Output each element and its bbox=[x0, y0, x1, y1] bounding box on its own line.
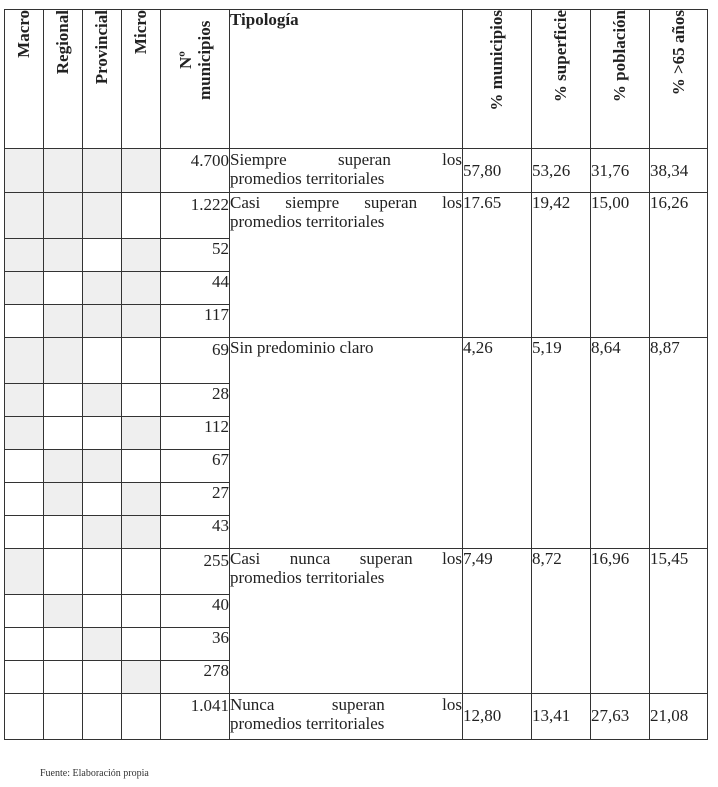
n-municipios-cell: 27 bbox=[161, 483, 230, 516]
flag-cell-regional bbox=[44, 628, 83, 661]
tipologia-line-1: Casi siempre superan los bbox=[230, 193, 462, 212]
header-pct-65: % >65 años bbox=[650, 10, 708, 149]
flag-cell-micro bbox=[122, 450, 161, 483]
flag-cell-macro bbox=[5, 628, 44, 661]
tipologia-line-1: Sin predominio claro bbox=[230, 338, 374, 357]
flag-cell-regional bbox=[44, 483, 83, 516]
flag-cell-macro bbox=[5, 272, 44, 305]
flag-cell-regional bbox=[44, 595, 83, 628]
flag-cell-micro bbox=[122, 516, 161, 549]
pct-superficie-cell: 13,41 bbox=[532, 694, 591, 740]
flag-cell-micro bbox=[122, 661, 161, 694]
header-pct-poblacion: % población bbox=[591, 10, 650, 149]
pct-poblacion-cell: 31,76 bbox=[591, 149, 650, 193]
flag-cell-regional bbox=[44, 549, 83, 595]
tipologia-cell bbox=[230, 193, 463, 338]
tipologia-line-2: promedios territoriales bbox=[230, 714, 385, 733]
tipologia-cell bbox=[230, 338, 463, 549]
header-pct-superficie: % superficie bbox=[532, 10, 591, 149]
n-municipios-cell: 28 bbox=[161, 384, 230, 417]
flag-cell-micro bbox=[122, 694, 161, 740]
table-body bbox=[5, 149, 708, 740]
flag-cell-micro bbox=[122, 595, 161, 628]
tipologia-cell bbox=[230, 694, 463, 740]
pct-poblacion-cell: 8,64 bbox=[591, 338, 650, 549]
n-municipios-cell: 278 bbox=[161, 661, 230, 694]
flag-cell-provincial bbox=[83, 338, 122, 384]
pct-65-cell: 8,87 bbox=[650, 338, 708, 549]
flag-cell-provincial bbox=[83, 417, 122, 450]
flag-cell-micro bbox=[122, 483, 161, 516]
flag-cell-provincial bbox=[83, 595, 122, 628]
flag-cell-macro bbox=[5, 384, 44, 417]
flag-cell-micro bbox=[122, 549, 161, 595]
pct-65-cell: 21,08 bbox=[650, 694, 708, 740]
flag-cell-provincial bbox=[83, 483, 122, 516]
flag-cell-micro bbox=[122, 272, 161, 305]
flag-cell-provincial bbox=[83, 193, 122, 239]
n-municipios-cell: 117 bbox=[161, 305, 230, 338]
flag-cell-provincial bbox=[83, 628, 122, 661]
tipologia-line-2: promedios territoriales bbox=[230, 169, 385, 188]
flag-cell-micro bbox=[122, 239, 161, 272]
flag-cell-regional bbox=[44, 661, 83, 694]
n-municipios-cell: 36 bbox=[161, 628, 230, 661]
flag-cell-regional bbox=[44, 338, 83, 384]
pct-65-cell: 16,26 bbox=[650, 193, 708, 338]
flag-cell-macro bbox=[5, 450, 44, 483]
tipologia-line-1: Casi nunca superan los bbox=[230, 549, 462, 568]
source-note: Fuente: Elaboración propia bbox=[40, 768, 149, 779]
header-macro: Macro bbox=[5, 10, 44, 149]
flag-cell-macro bbox=[5, 338, 44, 384]
pct-municipios-cell: 7,49 bbox=[463, 549, 532, 694]
pct-superficie-cell: 19,42 bbox=[532, 193, 591, 338]
tipologia-cell bbox=[230, 549, 463, 694]
flag-cell-macro bbox=[5, 595, 44, 628]
tipologia-line-1: Siempre superan los bbox=[230, 150, 462, 169]
n-municipios-cell: 255 bbox=[161, 549, 230, 595]
flag-cell-micro bbox=[122, 384, 161, 417]
flag-cell-regional bbox=[44, 193, 83, 239]
flag-cell-provincial bbox=[83, 516, 122, 549]
header-tipologia: Tipología bbox=[230, 10, 463, 149]
flag-cell-macro bbox=[5, 305, 44, 338]
n-municipios-cell: 44 bbox=[161, 272, 230, 305]
flag-cell-macro bbox=[5, 483, 44, 516]
flag-cell-micro bbox=[122, 417, 161, 450]
flag-cell-micro bbox=[122, 338, 161, 384]
n-municipios-cell: 40 bbox=[161, 595, 230, 628]
table-row bbox=[5, 338, 708, 384]
flag-cell-provincial bbox=[83, 149, 122, 193]
n-municipios-cell: 67 bbox=[161, 450, 230, 483]
header-row bbox=[5, 10, 708, 149]
pct-superficie-cell: 8,72 bbox=[532, 549, 591, 694]
pct-superficie-cell: 53,26 bbox=[532, 149, 591, 193]
typology-table bbox=[4, 9, 708, 740]
pct-poblacion-cell: 15,00 bbox=[591, 193, 650, 338]
flag-cell-macro bbox=[5, 516, 44, 549]
table-row bbox=[5, 549, 708, 595]
flag-cell-micro bbox=[122, 193, 161, 239]
n-municipios-cell: 1.222 bbox=[161, 193, 230, 239]
table-row bbox=[5, 149, 708, 193]
header-pct-municipios: % municipios bbox=[463, 10, 532, 149]
flag-cell-micro bbox=[122, 149, 161, 193]
flag-cell-provincial bbox=[83, 384, 122, 417]
flag-cell-regional bbox=[44, 516, 83, 549]
header-n-municipios: Nº municipios bbox=[161, 10, 230, 149]
flag-cell-regional bbox=[44, 450, 83, 483]
pct-poblacion-cell: 27,63 bbox=[591, 694, 650, 740]
n-municipios-cell: 43 bbox=[161, 516, 230, 549]
pct-65-cell: 38,34 bbox=[650, 149, 708, 193]
flag-cell-micro bbox=[122, 628, 161, 661]
pct-municipios-cell: 17.65 bbox=[463, 193, 532, 338]
n-municipios-cell: 4.700 bbox=[161, 149, 230, 193]
tipologia-line-2: promedios territoriales bbox=[230, 212, 385, 231]
header-micro: Micro bbox=[122, 10, 161, 149]
flag-cell-regional bbox=[44, 384, 83, 417]
pct-65-cell: 15,45 bbox=[650, 549, 708, 694]
pct-superficie-cell: 5,19 bbox=[532, 338, 591, 549]
flag-cell-provincial bbox=[83, 305, 122, 338]
flag-cell-macro bbox=[5, 417, 44, 450]
n-municipios-cell: 52 bbox=[161, 239, 230, 272]
flag-cell-macro bbox=[5, 661, 44, 694]
flag-cell-micro bbox=[122, 305, 161, 338]
flag-cell-regional bbox=[44, 417, 83, 450]
pct-municipios-cell: 4,26 bbox=[463, 338, 532, 549]
flag-cell-regional bbox=[44, 694, 83, 740]
n-municipios-cell: 69 bbox=[161, 338, 230, 384]
pct-municipios-cell: 12,80 bbox=[463, 694, 532, 740]
pct-poblacion-cell: 16,96 bbox=[591, 549, 650, 694]
flag-cell-regional bbox=[44, 305, 83, 338]
flag-cell-provincial bbox=[83, 549, 122, 595]
table-row bbox=[5, 193, 708, 239]
flag-cell-regional bbox=[44, 272, 83, 305]
flag-cell-provincial bbox=[83, 661, 122, 694]
tipologia-line-1: Nunca superan los bbox=[230, 695, 462, 714]
n-municipios-cell: 1.041 bbox=[161, 694, 230, 740]
flag-cell-provincial bbox=[83, 239, 122, 272]
header-provincial: Provincial bbox=[83, 10, 122, 149]
flag-cell-provincial bbox=[83, 694, 122, 740]
flag-cell-provincial bbox=[83, 450, 122, 483]
flag-cell-macro bbox=[5, 149, 44, 193]
tipologia-line-2: promedios territoriales bbox=[230, 568, 385, 587]
flag-cell-provincial bbox=[83, 272, 122, 305]
flag-cell-macro bbox=[5, 239, 44, 272]
flag-cell-regional bbox=[44, 149, 83, 193]
flag-cell-regional bbox=[44, 239, 83, 272]
flag-cell-macro bbox=[5, 694, 44, 740]
table-row bbox=[5, 694, 708, 740]
flag-cell-macro bbox=[5, 549, 44, 595]
header-regional: Regional bbox=[44, 10, 83, 149]
flag-cell-macro bbox=[5, 193, 44, 239]
tipologia-cell bbox=[230, 149, 463, 193]
pct-municipios-cell: 57,80 bbox=[463, 149, 532, 193]
n-municipios-cell: 112 bbox=[161, 417, 230, 450]
